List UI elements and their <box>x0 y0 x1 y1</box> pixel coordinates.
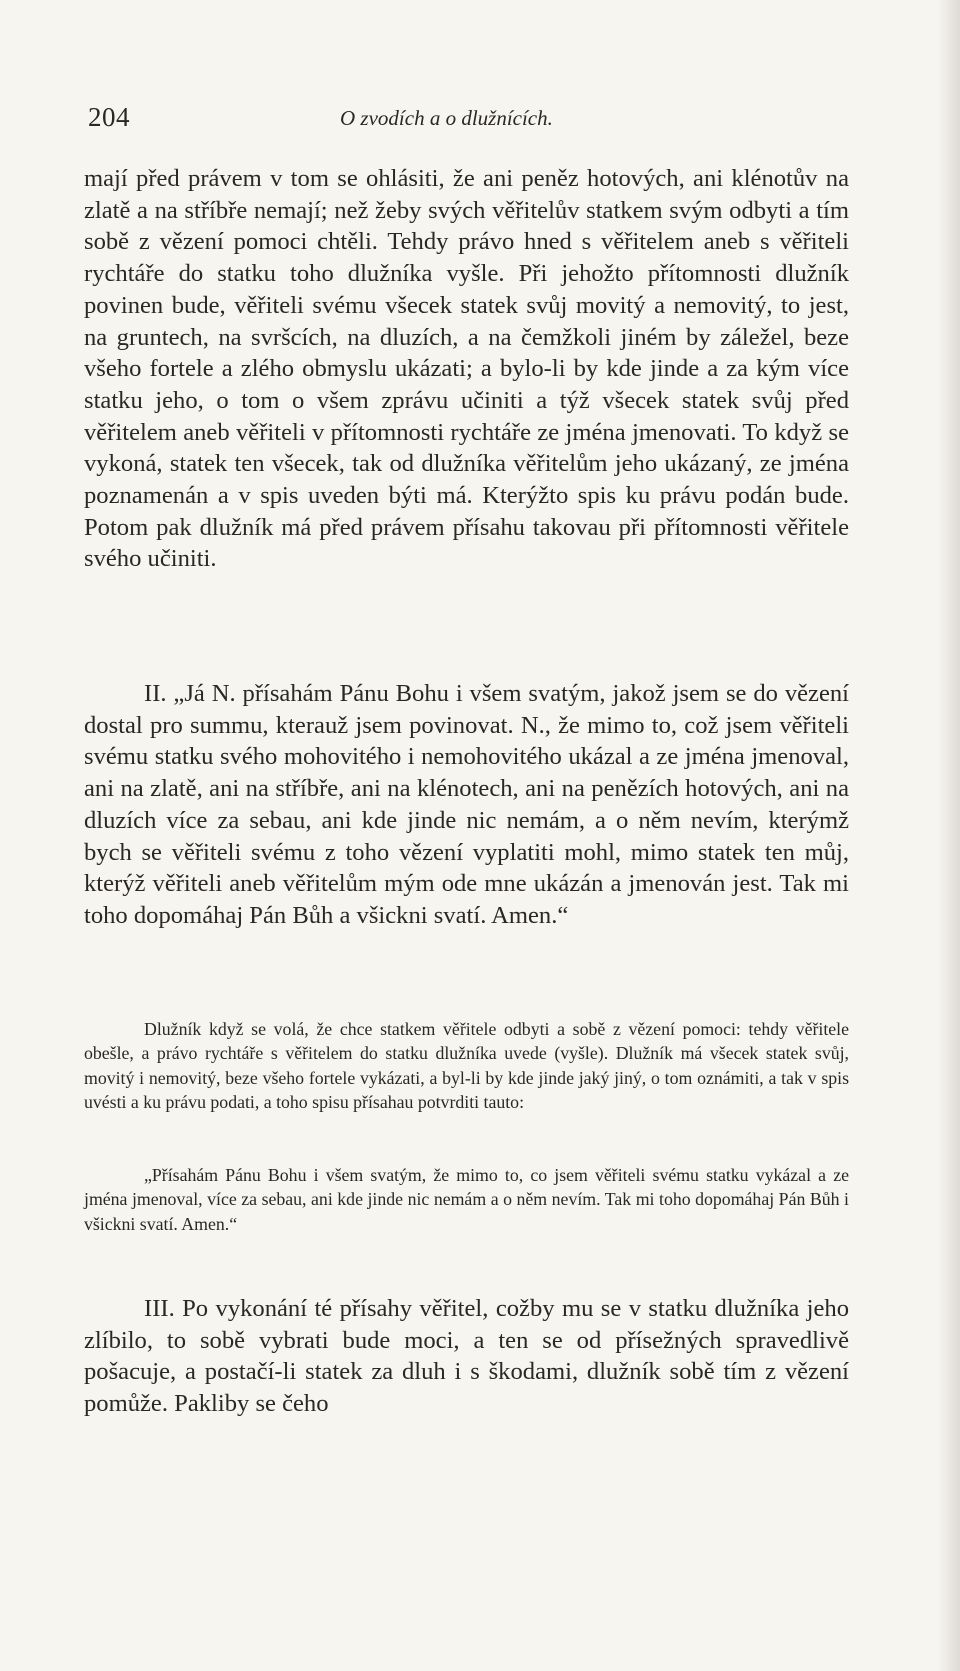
summary-note-2: „Přísahám Pánu Bohu i všem svatým, že mimo to, co jsem věřiteli svému statku vykázal a ze jména jmenoval, více za sebau, ani kde jinde nic nemám a o něm nevím. Tak mi toho dopomáhaj Pán Bůh i všickni svatí. Amen.“ <box>84 1165 849 1234</box>
page-header <box>88 102 868 142</box>
page-number: 204 <box>88 102 130 132</box>
summary-note-1: Dlužník když se volá, že chce statkem věřitele odbyti a sobě z vězení pomoci: tehdy věřitele obešle, a právo rychtáře s věřitelem do statku dlužníka uvede (vyšle). Dlužník má všecek statek svůj, movitý i nemovitý, beze všeho fortele vykázati, a byl-li by kde jinde jaký jiný, o tom oznámiti, a tak v spis uvésti a ku právu podati, a toho spisu přísahau potvrditi tauto: <box>84 1019 849 1113</box>
running-title: O zvodích a o dlužnících. <box>340 106 553 130</box>
paragraph-2: II. „Já N. přísahám Pánu Bohu i všem svatým, jakož jsem se do vězení dostal pro summu, kterauž jsem povinovat. N., že mimo to, což jsem věřiteli svému statku svého mohovitého i nemohovitého ukázal a ze jména jmenoval, ani na zlatě, ani na stříbře, ani na klénotech, ani na penězích hotových, ani na dluzích více za sebau, ani kde jinde nic nemám, a o něm nevím, kterýmž bych se věřiteli svému z toho vězení vyplatiti mohl, mimo statek ten můj, kterýž věřiteli aneb věřitelům mým ode mne ukázán a jmenován jest. Tak mi toho dopomáhaj Pán Bůh a všickni svatí. Amen.“ <box>84 680 849 929</box>
paragraph-1: mají před právem v tom se ohlásiti, že ani peněz hotových, ani klénotův na zlatě a na stříbře nemají; než žeby svých věřitelův statkem svým odbyti a tím sobě z vězení pomoci chtěli. Tehdy právo hned s věřitelem aneb s věřiteli rychtáře do statku toho dlužníka vyšle. Při jehožto přítomnosti dlužník povinen bude, věřiteli svému všecek statek svůj movitý a nemovitý, to jest, na gruntech, na svršcích, na dluzích, a na čemžkoli jiném by záležel, beze všeho fortele a zlého obmyslu ukázati; a bylo-li by kde jinde a za kým více statku jeho, o tom o všem zprávu učiniti a týž všecek statek svůj před věřitelem aneb věřiteli v přítomnosti rychtáře ze jména jmenovati. To když se vykoná, statek ten všecek, tak od dlužníka věřitelům jeho ukázaný, ze jména poznamenán a v spis uveden býti má. Kterýžto spis ku právu podán bude. Potom pak dlužník má před právem přísahu takovau při přítomnosti věřitele svého učiniti. <box>84 165 849 573</box>
paragraph-3: III. Po vykonání té přísahy věřitel, cožby mu se v statku dlužníka jeho zlíbilo, to sobě vybrati bude moci, a ten se od přísežných spravedlivě pošacuje, a postačí-li statek za dluh i s škodami, dlužník sobě tím z vězení pomůže. Pakliby se čeho <box>84 1295 849 1418</box>
page-edge-shadow <box>938 0 960 1671</box>
